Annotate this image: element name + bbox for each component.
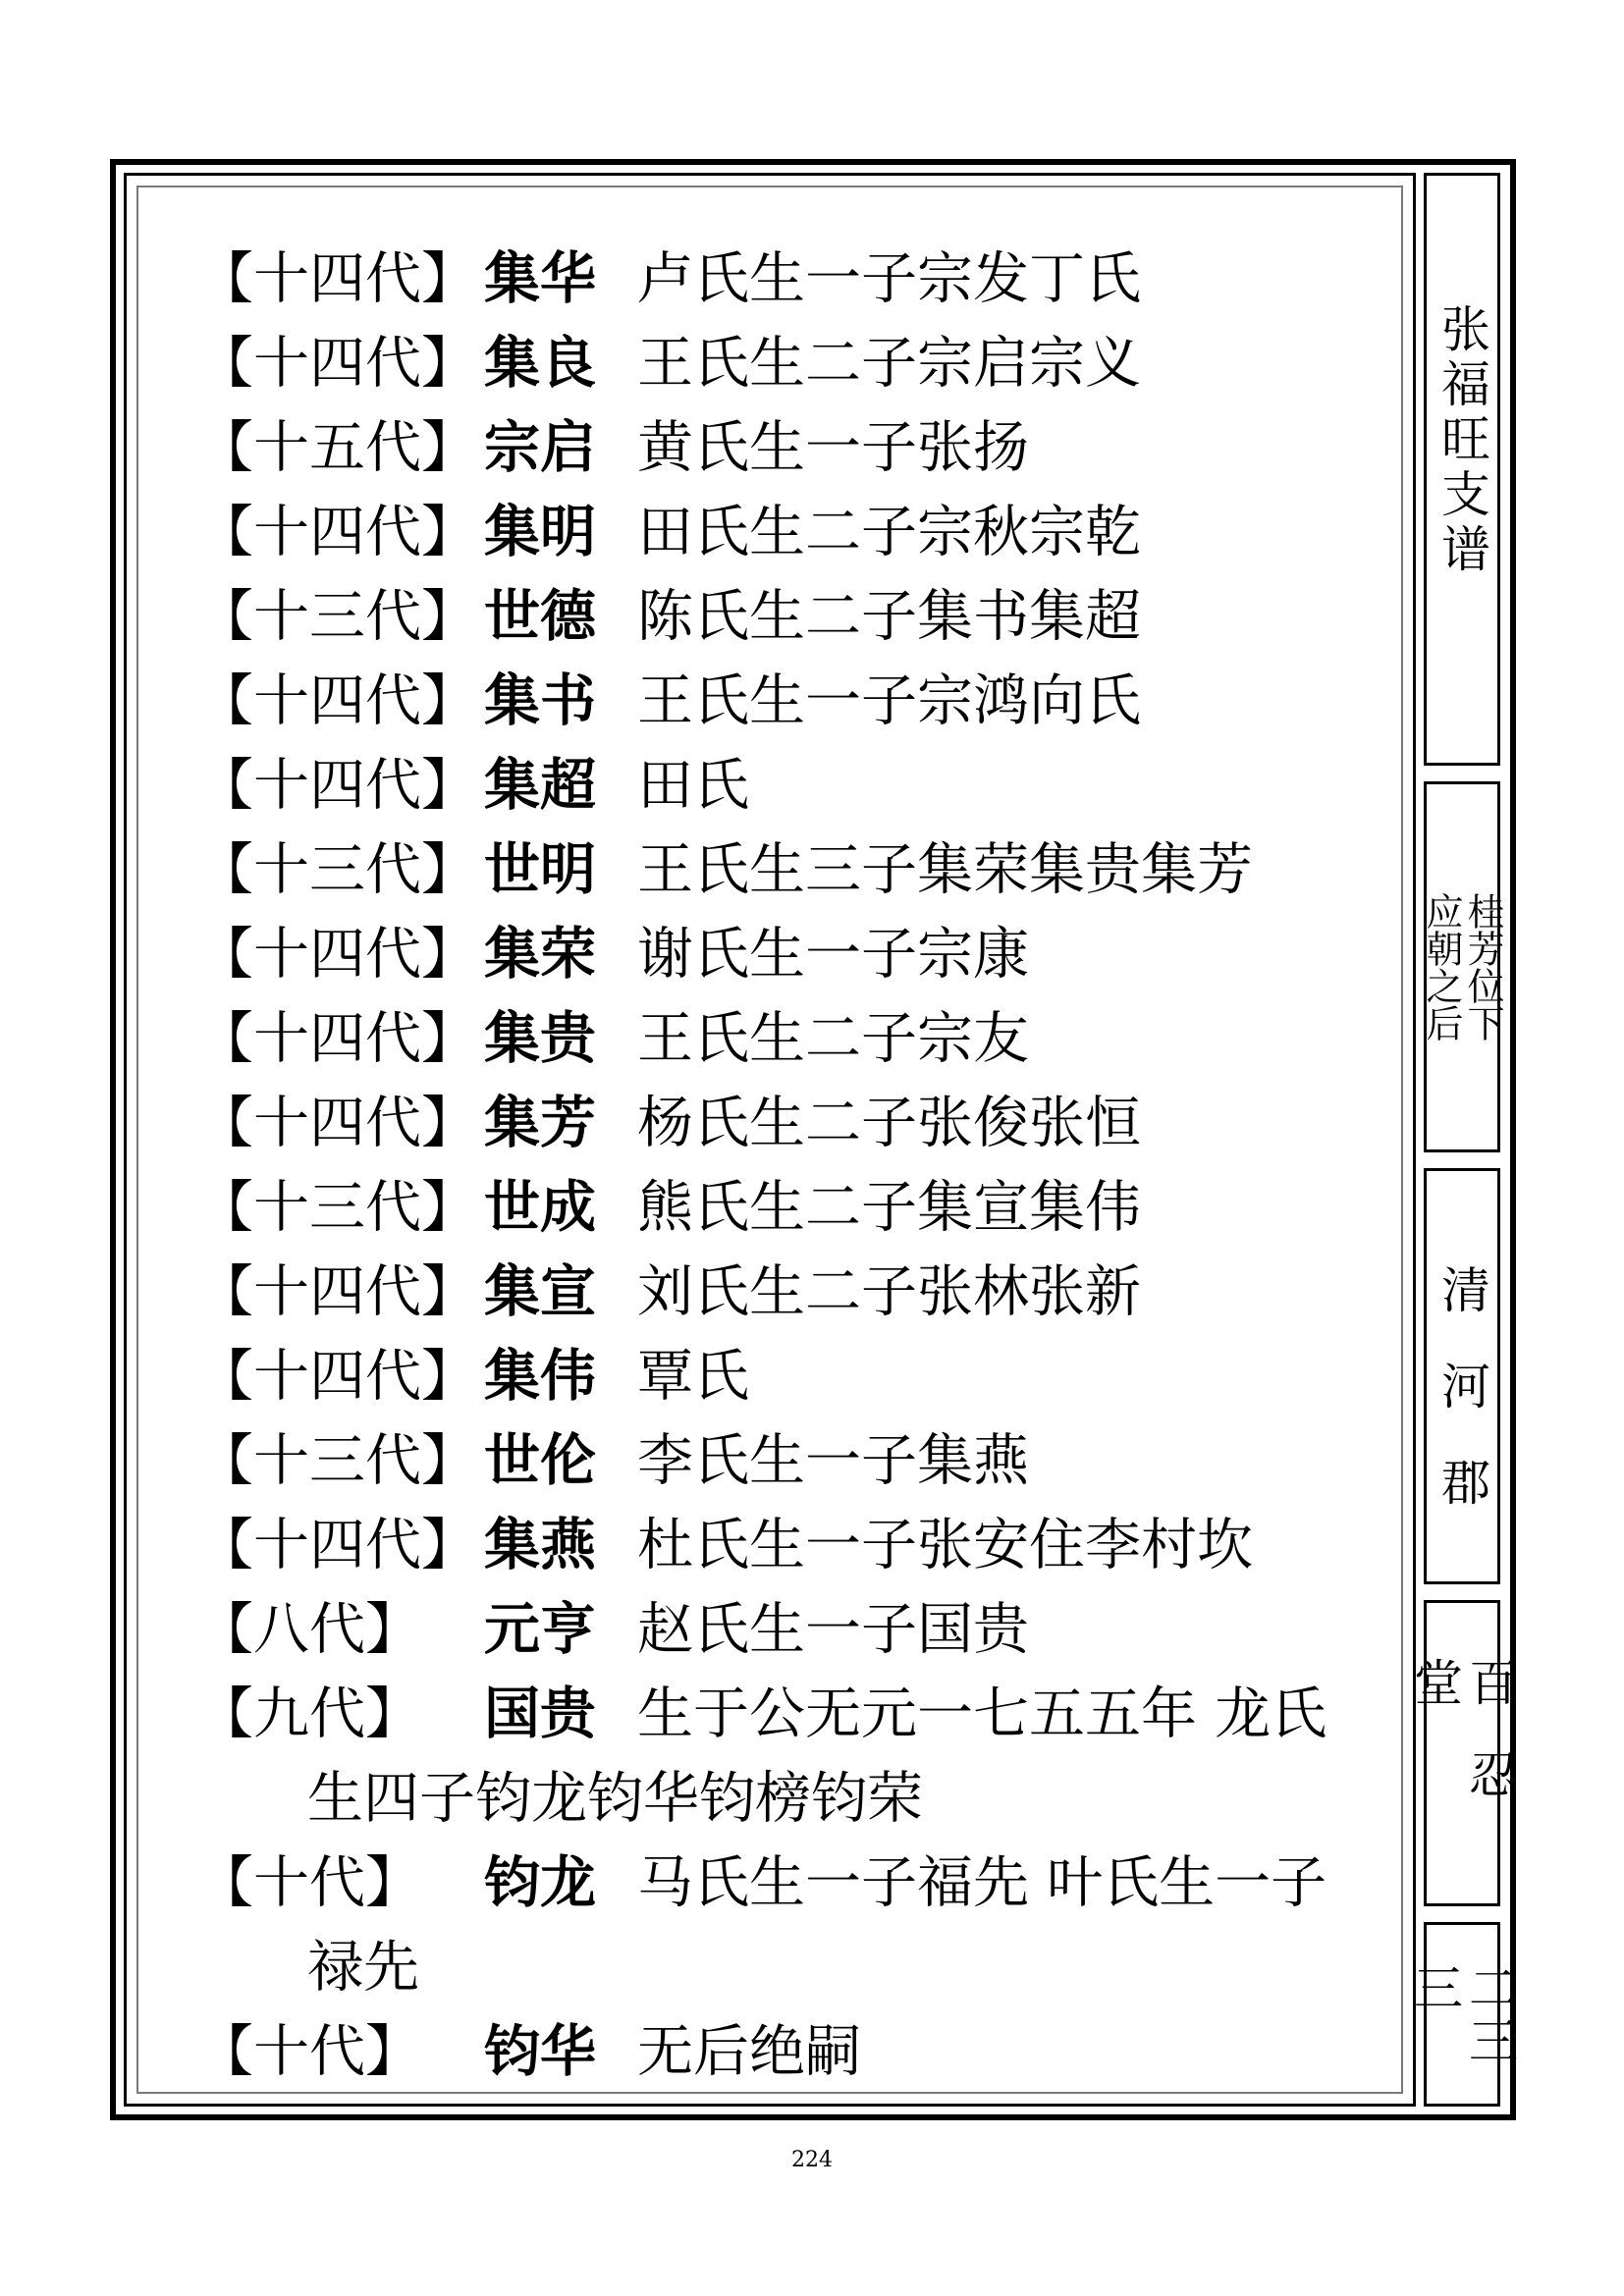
entry-text: 黄氏生一子张扬 <box>637 415 1029 480</box>
entry-row <box>197 1250 1385 1334</box>
person-name: 世成 <box>484 1175 596 1240</box>
entry-continuation: 禄先 <box>307 1935 419 2000</box>
page-frame <box>110 159 1516 2120</box>
generation-label: 【十四代】 <box>197 1259 477 1324</box>
entry-row <box>197 1334 1385 1418</box>
entry-text: 王氏生二子宗友 <box>637 1006 1029 1071</box>
entry-text: 田氏 <box>637 753 749 818</box>
entry-row <box>197 2009 1385 2094</box>
generation-label: 【十三代】 <box>197 837 477 902</box>
entry-row <box>197 405 1385 490</box>
person-name: 集华 <box>484 246 596 311</box>
person-name: 世德 <box>484 584 596 649</box>
person-name: 集宣 <box>484 1259 596 1324</box>
genealogy-body <box>124 173 1416 2107</box>
entry-text: 田氏生二子宗秋宗乾 <box>637 500 1141 564</box>
person-name: 集明 <box>484 500 596 564</box>
person-name: 国贵 <box>484 1682 596 1746</box>
entry-text: 赵氏生一子国贵 <box>637 1597 1029 1662</box>
person-name: 元亨 <box>484 1597 596 1662</box>
entry-row <box>197 1587 1385 1672</box>
entry-text: 陈氏生二子集书集超 <box>637 584 1141 649</box>
person-name: 集良 <box>484 331 596 396</box>
generation-label: 【十五代】 <box>197 415 477 480</box>
entry-text: 覃氏 <box>637 1344 749 1409</box>
entry-row <box>197 1081 1385 1165</box>
commandery-cell <box>1424 1168 1500 1584</box>
entry-row <box>197 912 1385 996</box>
hall-name: 百忍堂 <box>1406 1657 1518 1842</box>
generation-label: 【十四代】 <box>197 753 477 818</box>
branch-columns <box>1421 892 1503 1041</box>
entry-text: 王氏生三子集荣集贵集芳 <box>637 837 1253 902</box>
entry-row <box>197 1841 1385 1925</box>
generation-label: 【十三代】 <box>197 584 477 649</box>
entry-list <box>197 237 1385 2094</box>
person-name: 集芳 <box>484 1091 596 1155</box>
entry-text: 熊氏生二子集宣集伟 <box>637 1175 1141 1240</box>
person-name: 宗启 <box>484 415 596 480</box>
entry-text: 刘氏生二子张林张新 <box>637 1259 1141 1324</box>
generation-label: 【十代】 <box>197 2019 421 2084</box>
sheet-number-cell <box>1406 1922 1518 2107</box>
entry-row <box>197 743 1385 828</box>
entry-text: 李氏生一子集燕 <box>637 1428 1029 1493</box>
entry-text: 王氏生二子宗启宗义 <box>637 331 1141 396</box>
entry-row <box>197 574 1385 659</box>
person-name: 集燕 <box>484 1513 596 1577</box>
inner-border <box>136 186 1403 2094</box>
book-title-cell <box>1424 173 1500 766</box>
entry-text: 杜氏生一子张安住李村坎 <box>637 1513 1253 1577</box>
person-name: 集超 <box>484 753 596 818</box>
entry-row <box>197 1165 1385 1250</box>
hall-cell <box>1406 1600 1518 1906</box>
person-name: 世伦 <box>484 1428 596 1493</box>
branch-line-2: 应朝之后 <box>1420 892 1463 1041</box>
entry-row <box>197 321 1385 405</box>
entry-text: 马氏生一子福先 叶氏生一子 <box>637 1850 1327 1915</box>
branch-cell <box>1420 781 1504 1152</box>
entry-text: 谢氏生一子宗康 <box>637 922 1029 987</box>
person-name: 世明 <box>484 837 596 902</box>
person-name: 集贵 <box>484 1006 596 1071</box>
entry-row <box>197 1672 1385 1756</box>
entry-row <box>197 1418 1385 1503</box>
generation-label: 【十四代】 <box>197 246 477 311</box>
entry-text: 卢氏生一子宗发丁氏 <box>637 246 1141 311</box>
generation-label: 【十四代】 <box>197 331 477 396</box>
generation-label: 【十三代】 <box>197 1175 477 1240</box>
person-name: 集荣 <box>484 922 596 987</box>
generation-label: 【八代】 <box>197 1597 421 1662</box>
entry-row <box>197 659 1385 743</box>
generation-label: 【十四代】 <box>197 1006 477 1071</box>
person-name: 集书 <box>484 668 596 733</box>
person-name: 集伟 <box>484 1344 596 1409</box>
person-name: 钧华 <box>484 2019 596 2084</box>
entry-row <box>197 490 1385 574</box>
entry-row <box>197 828 1385 912</box>
entry-row <box>197 1503 1385 1587</box>
generation-label: 【九代】 <box>197 1682 421 1746</box>
generation-label: 【十三代】 <box>197 1428 477 1493</box>
side-column <box>1406 165 1518 2114</box>
entry-continuation: 生四子钧龙钧华钧榜钧荣 <box>307 1766 923 1831</box>
entry-text: 杨氏生二子张俊张恒 <box>637 1091 1141 1155</box>
entry-row <box>197 996 1385 1081</box>
generation-label: 【十四代】 <box>197 1513 477 1577</box>
commandery-name: 清河郡 <box>1434 1264 1490 1553</box>
generation-label: 【十四代】 <box>197 1091 477 1155</box>
branch-line-1: 桂芳位下 <box>1461 892 1504 1041</box>
book-title: 张福旺支谱 <box>1434 303 1490 578</box>
entry-row <box>197 237 1385 321</box>
person-name: 钧龙 <box>484 1850 596 1915</box>
generation-label: 【十四代】 <box>197 922 477 987</box>
page-number: 224 <box>791 2148 833 2172</box>
generation-label: 【十四代】 <box>197 500 477 564</box>
entry-text: 无后绝嗣 <box>637 2019 861 2084</box>
sheet-number: 二三三 <box>1406 1962 1518 2068</box>
generation-label: 【十四代】 <box>197 668 477 733</box>
generation-label: 【十四代】 <box>197 1344 477 1409</box>
generation-label: 【十代】 <box>197 1850 421 1915</box>
entry-text: 王氏生一子宗鸿向氏 <box>637 668 1141 733</box>
entry-text: 生于公无元一七五五年 龙氏 <box>637 1682 1327 1746</box>
